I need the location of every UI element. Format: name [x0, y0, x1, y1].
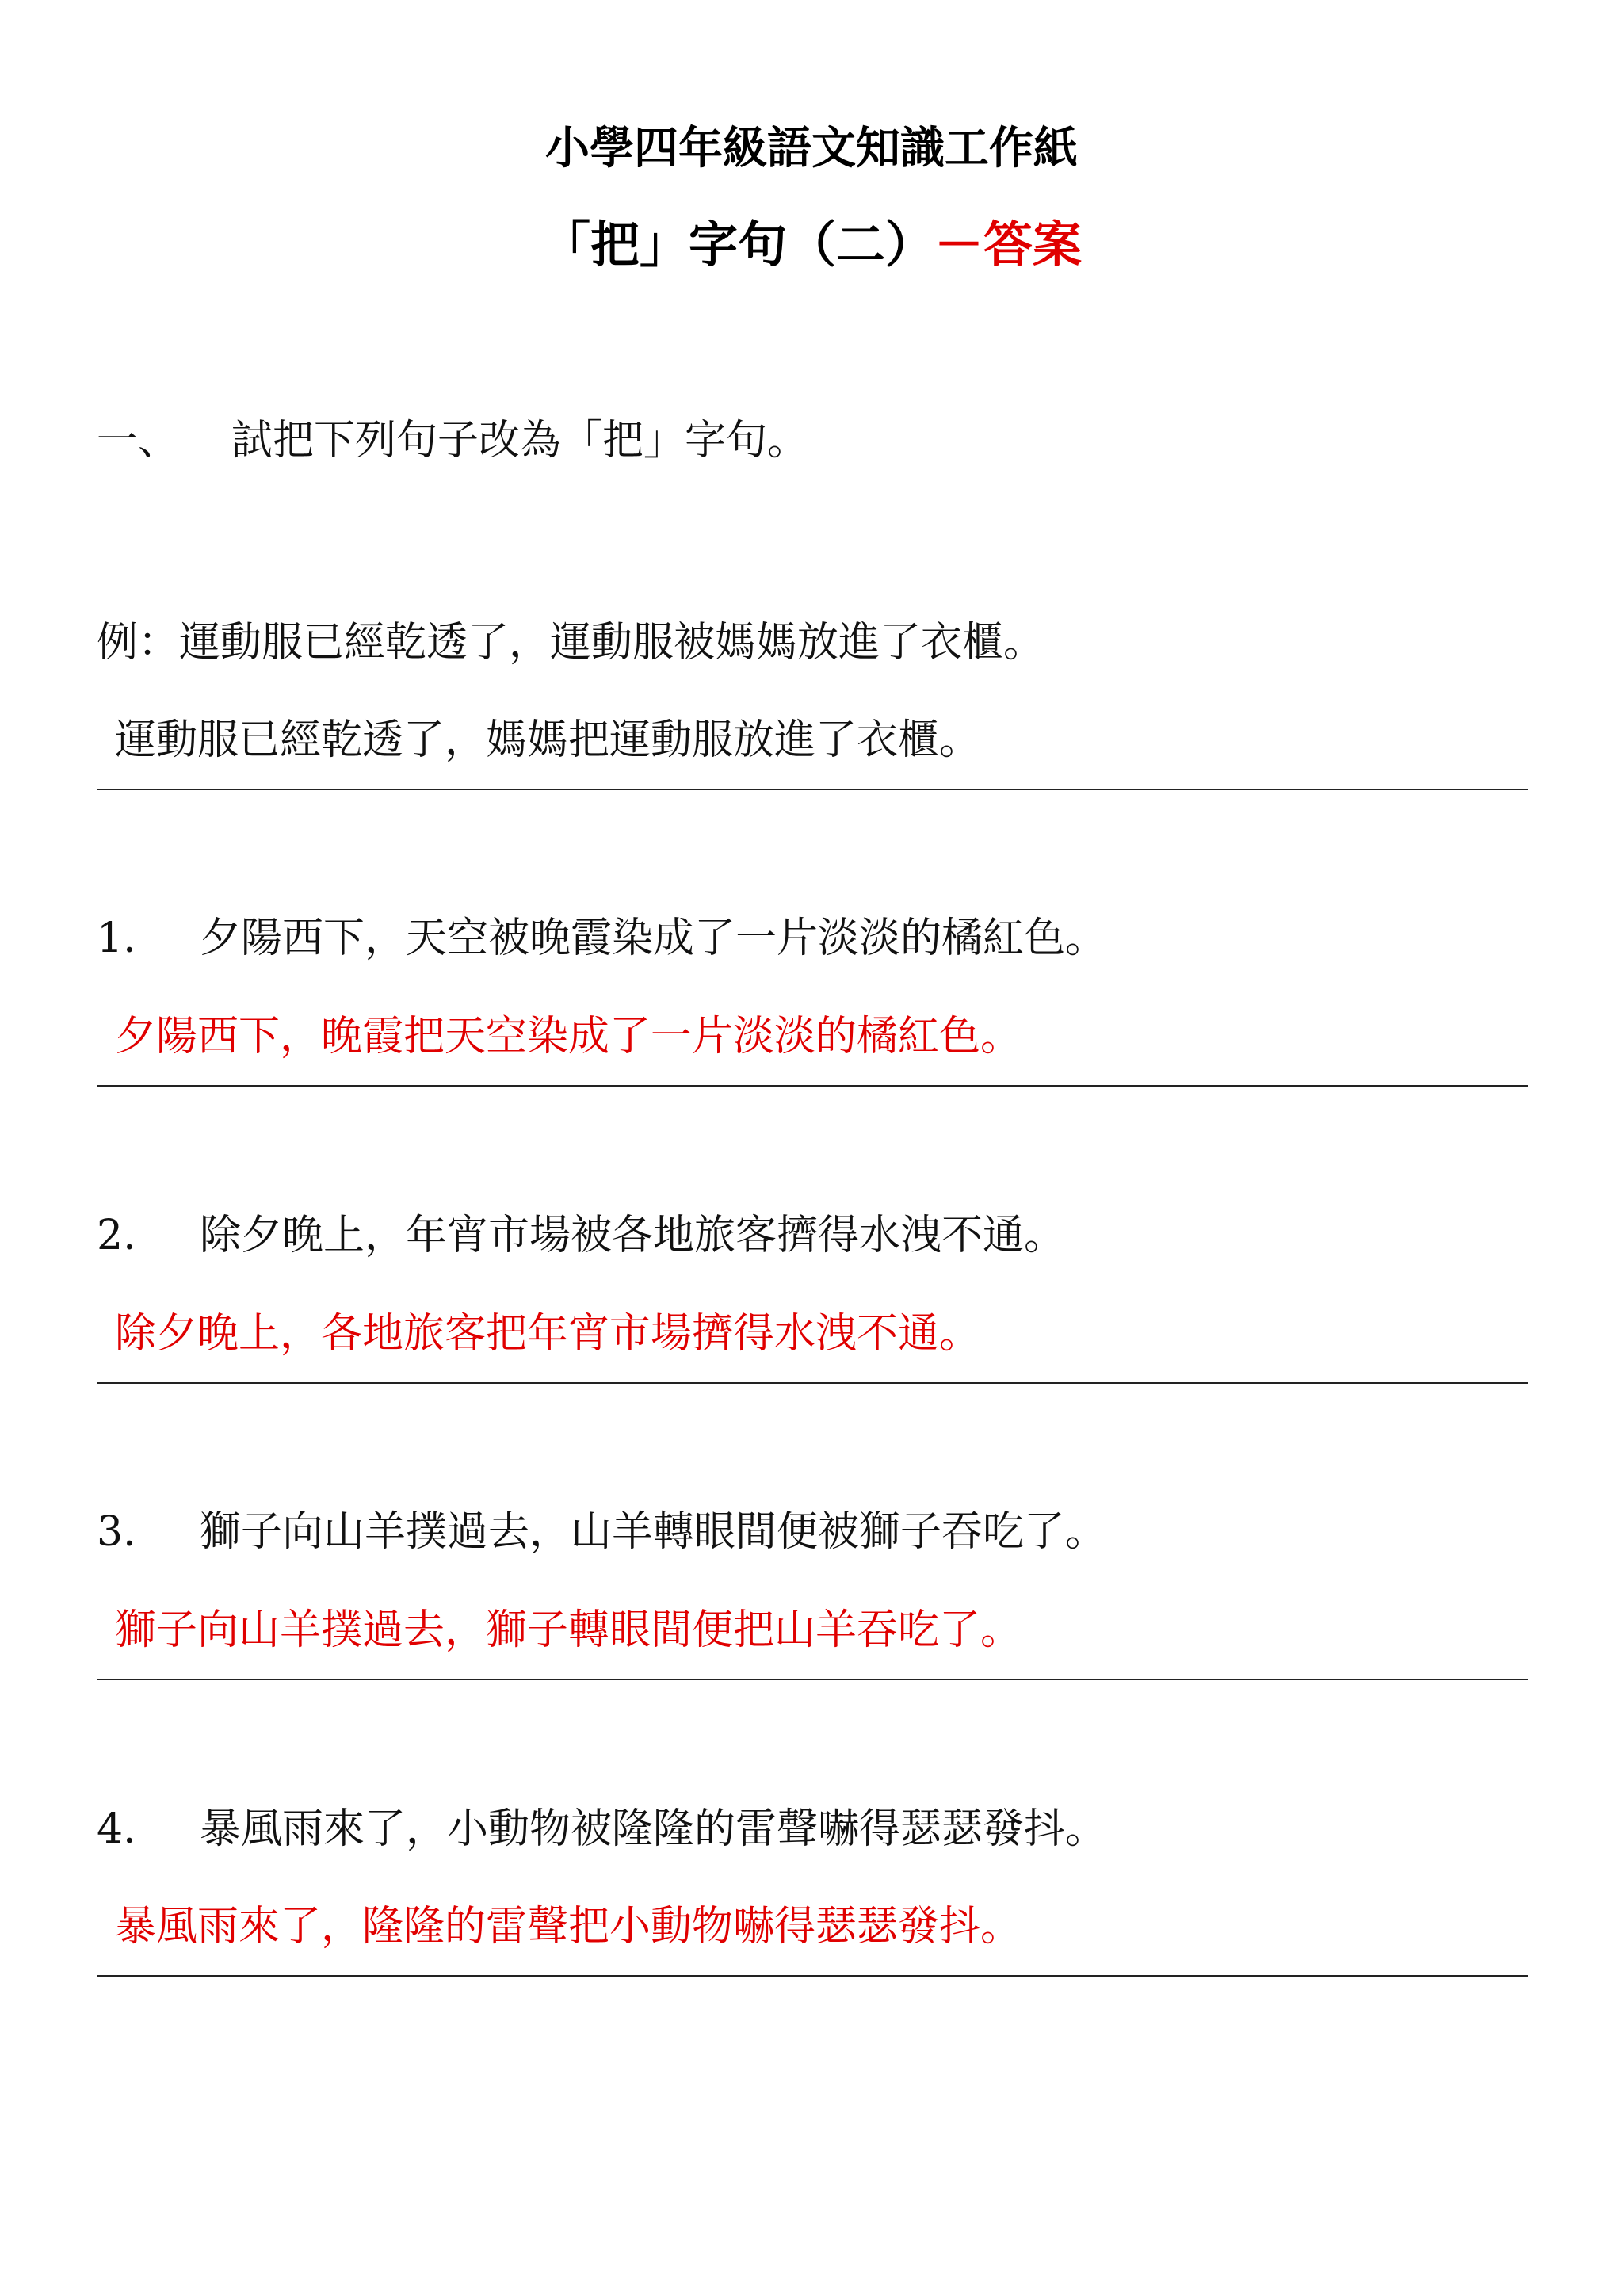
answer-2: 除夕晚上，各地旅客把年宵市場擠得水洩不通。: [115, 1310, 981, 1358]
question-number: 3.: [97, 1508, 136, 1556]
question-3: [97, 1508, 1107, 1556]
subtitle-text: 「把」字句（二）: [540, 216, 934, 273]
question-4: [97, 1805, 1107, 1853]
answer-label: －答案: [934, 216, 1083, 273]
section-number: 一、: [97, 417, 180, 464]
worksheet-subtitle: [0, 216, 1623, 273]
question-1: [97, 915, 1107, 962]
answer-line: [97, 1679, 1528, 1680]
answer-4: 暴風雨來了，隆隆的雷聲把小動物嚇得瑟瑟發抖。: [115, 1903, 1022, 1950]
answer-3: 獅子向山羊撲過去，獅子轉眼間便把山羊吞吃了。: [115, 1606, 1022, 1654]
instruction: [97, 417, 809, 464]
answer-line: [97, 1975, 1528, 1977]
question-2: [97, 1212, 1066, 1259]
example-question: 例：運動服已經乾透了，運動服被媽媽放進了衣櫃。: [97, 619, 1045, 667]
instruction-text: 試把下列句子改為「把」字句。: [231, 417, 809, 464]
example-answer: 運動服已經乾透了，媽媽把運動服放進了衣櫃。: [115, 716, 981, 764]
question-text: 除夕晚上，年宵市場被各地旅客擠得水洩不通。: [200, 1212, 1066, 1259]
question-text: 夕陽西下，天空被晚霞染成了一片淡淡的橘紅色。: [200, 915, 1107, 962]
question-text: 暴風雨來了，小動物被隆隆的雷聲嚇得瑟瑟發抖。: [200, 1805, 1107, 1853]
worksheet-title: 小學四年級語文知識工作紙: [545, 123, 1078, 174]
answer-line: [97, 1382, 1528, 1384]
answer-line: [97, 789, 1528, 790]
question-text: 獅子向山羊撲過去，山羊轉眼間便被獅子吞吃了。: [200, 1508, 1107, 1556]
question-number: 1.: [97, 915, 136, 962]
question-number: 2.: [97, 1212, 136, 1259]
answer-1: 夕陽西下，晚霞把天空染成了一片淡淡的橘紅色。: [115, 1013, 1022, 1060]
answer-line: [97, 1085, 1528, 1087]
question-number: 4.: [97, 1805, 136, 1853]
